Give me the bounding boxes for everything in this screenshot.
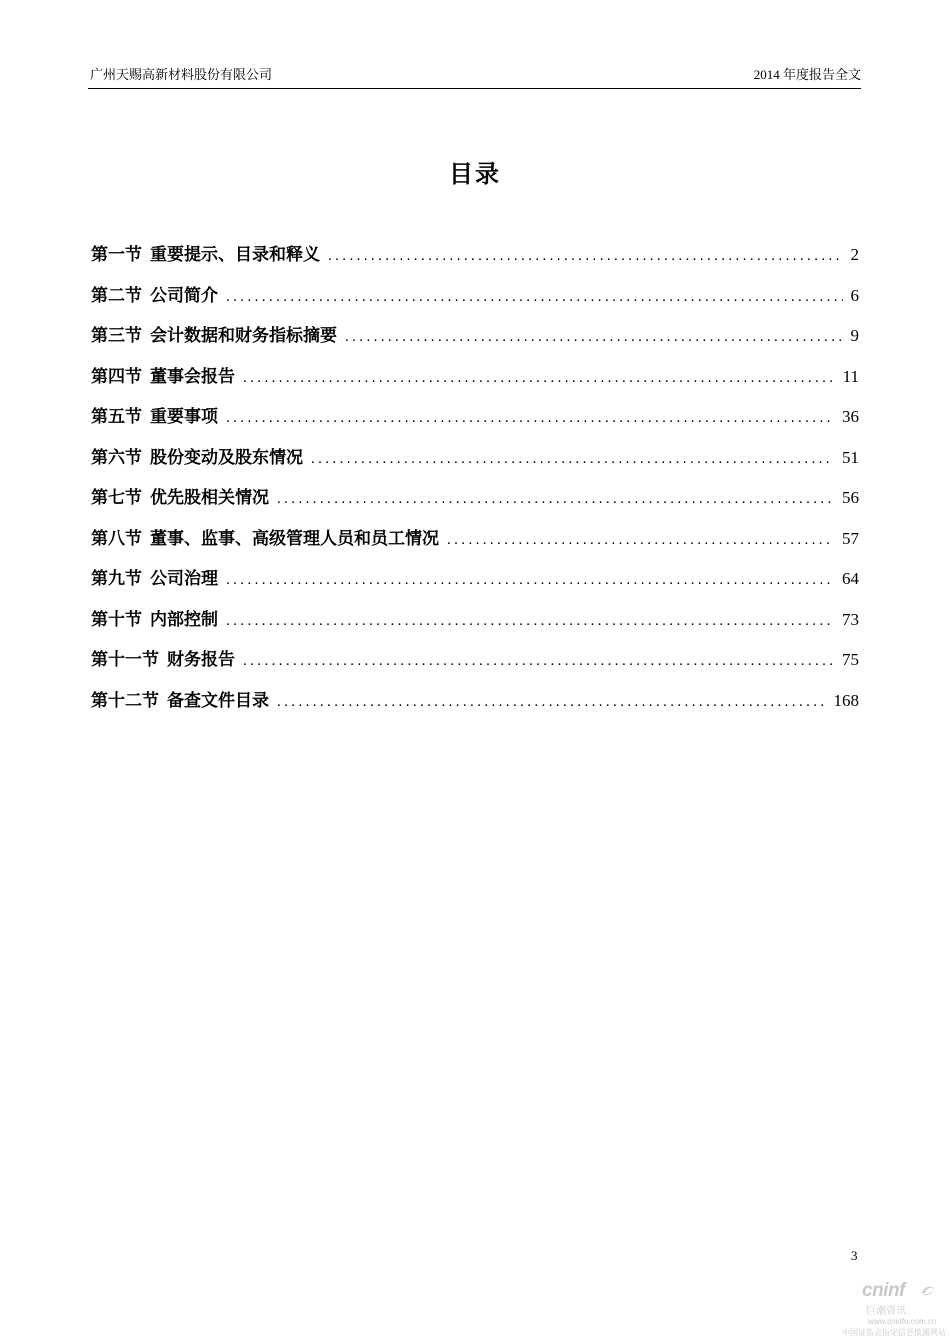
toc-leader bbox=[447, 532, 834, 549]
toc-section: 第七节 bbox=[91, 488, 142, 507]
toc-name: 重要提示、目录和释义 bbox=[150, 245, 320, 264]
toc-leader bbox=[226, 410, 834, 427]
toc-page: 2 bbox=[850, 245, 859, 264]
toc-entry-3[interactable] bbox=[91, 321, 859, 362]
toc-entry-4[interactable] bbox=[91, 362, 859, 403]
toc-leader bbox=[277, 491, 834, 508]
toc-entry-9[interactable] bbox=[91, 564, 859, 605]
header-company: 广州天赐高新材料股份有限公司 bbox=[90, 67, 273, 82]
page-header bbox=[88, 66, 861, 89]
toc-section: 第十一节 bbox=[91, 650, 159, 669]
toc-entry-10[interactable] bbox=[91, 605, 859, 646]
toc-name: 优先股相关情况 bbox=[150, 488, 269, 507]
toc-name: 公司治理 bbox=[150, 569, 218, 588]
toc-title: 目录 bbox=[449, 162, 501, 188]
toc-name: 股份变动及股东情况 bbox=[150, 447, 303, 467]
toc-section: 第四节 bbox=[91, 366, 142, 386]
toc-leader bbox=[226, 289, 843, 306]
toc-page: 168 bbox=[833, 690, 859, 710]
toc-leader bbox=[311, 451, 834, 468]
toc-entry-11[interactable] bbox=[91, 645, 859, 686]
toc-leader bbox=[328, 248, 843, 265]
toc-page: 11 bbox=[842, 366, 859, 386]
toc-leader bbox=[226, 613, 834, 630]
toc-section: 第一节 bbox=[91, 245, 142, 264]
toc-name: 内部控制 bbox=[150, 609, 218, 629]
toc-name: 财务报告 bbox=[167, 650, 235, 669]
toc-name: 公司简介 bbox=[150, 285, 218, 305]
toc-section: 第二节 bbox=[91, 285, 142, 305]
toc-entry-7[interactable] bbox=[91, 483, 859, 524]
watermark-logo-text: cninf bbox=[862, 1280, 905, 1301]
toc-section: 第十二节 bbox=[91, 690, 159, 710]
watermark-url: www.cninfo.com.cn bbox=[868, 1317, 937, 1326]
table-of-contents bbox=[91, 240, 859, 726]
toc-leader bbox=[243, 653, 834, 670]
page-number: 3 bbox=[851, 1248, 858, 1263]
toc-leader bbox=[226, 572, 834, 589]
cninfo-watermark bbox=[838, 1280, 950, 1344]
header-report-title: 2014 年度报告全文 bbox=[753, 67, 861, 82]
watermark-cn-name: 巨潮资讯 bbox=[866, 1306, 906, 1317]
toc-leader bbox=[277, 694, 826, 711]
toc-name: 董事、监事、高级管理人员和员工情况 bbox=[150, 528, 439, 548]
toc-page: 9 bbox=[850, 326, 859, 345]
toc-page: 36 bbox=[842, 407, 859, 426]
watermark-tagline: 中国证监会指定信息披露网站 bbox=[842, 1328, 946, 1337]
toc-name: 会计数据和财务指标摘要 bbox=[150, 326, 337, 345]
toc-name: 重要事项 bbox=[150, 407, 218, 426]
toc-page: 57 bbox=[842, 528, 859, 548]
toc-leader bbox=[345, 329, 843, 346]
toc-leader bbox=[243, 370, 835, 387]
toc-entry-8[interactable] bbox=[91, 524, 859, 565]
toc-name: 备查文件目录 bbox=[167, 690, 269, 710]
toc-name: 董事会报告 bbox=[150, 366, 235, 386]
toc-page: 73 bbox=[842, 609, 859, 629]
toc-page: 75 bbox=[842, 650, 859, 669]
toc-entry-2[interactable] bbox=[91, 281, 859, 322]
toc-entry-12[interactable] bbox=[91, 686, 859, 727]
toc-page: 64 bbox=[842, 569, 859, 588]
toc-entry-6[interactable] bbox=[91, 443, 859, 484]
toc-section: 第三节 bbox=[91, 326, 142, 345]
toc-section: 第九节 bbox=[91, 569, 142, 588]
toc-entry-5[interactable] bbox=[91, 402, 859, 443]
toc-section: 第十节 bbox=[91, 609, 142, 629]
toc-page: 51 bbox=[842, 447, 859, 467]
toc-page: 56 bbox=[842, 488, 859, 507]
toc-page: 6 bbox=[850, 285, 859, 305]
toc-section: 第八节 bbox=[91, 528, 142, 548]
toc-entry-1[interactable] bbox=[91, 240, 859, 281]
toc-section: 第五节 bbox=[91, 407, 142, 426]
cninfo-swirl-icon bbox=[920, 1284, 936, 1298]
toc-section: 第六节 bbox=[91, 447, 142, 467]
